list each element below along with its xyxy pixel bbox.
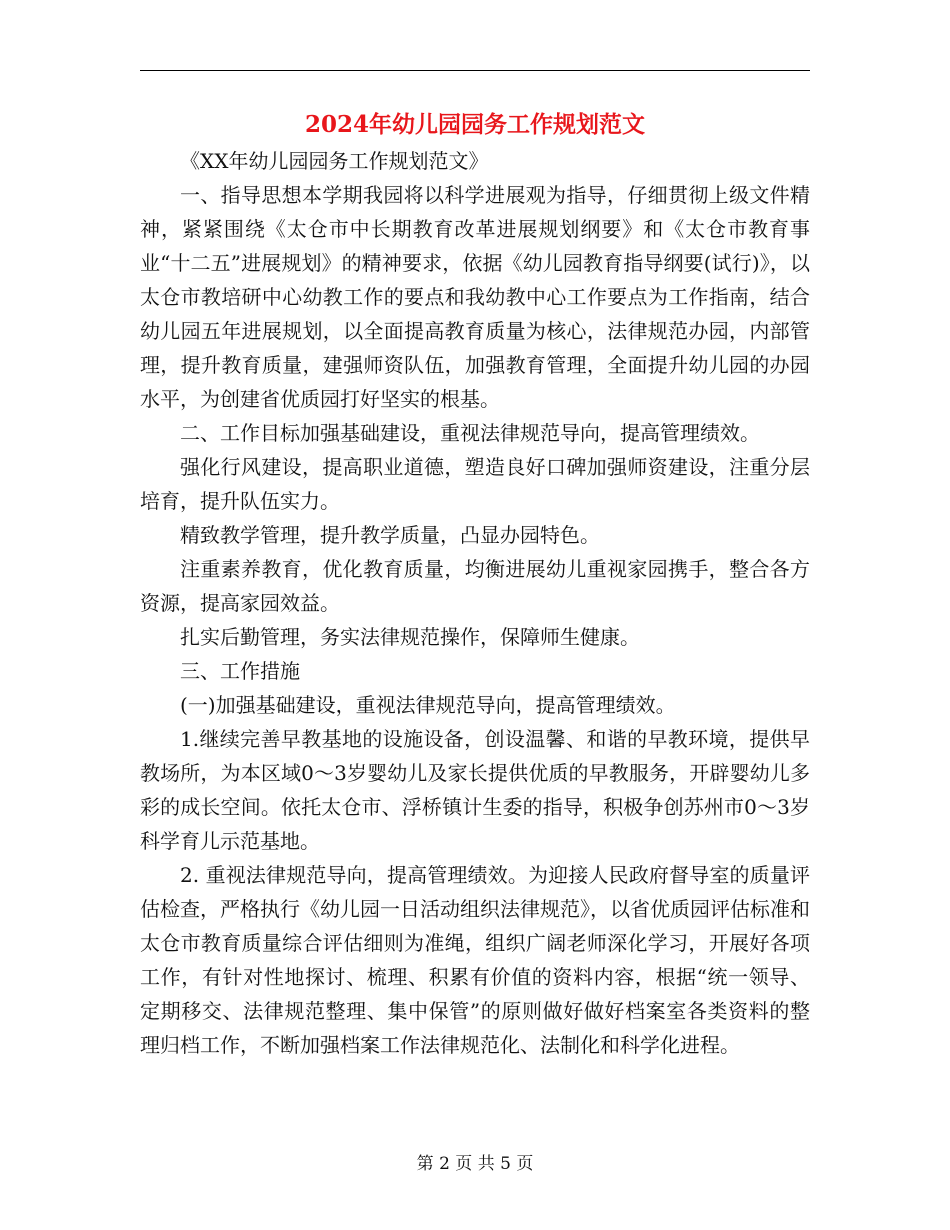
paragraph-work-measures: 三、工作措施	[180, 659, 300, 683]
paragraph-work-goals: 二、工作目标加强基础建设，重视法律规范导向，提高管理绩效。	[180, 421, 760, 445]
paragraph-item-1: 1.继续完善早教基地的设施设备，创设温馨、和谐的早教环境，提供早教场所，为本区域0～3岁婴幼儿及家长提供优质的早教服务，开辟婴幼儿多彩的成长空间。依托太仓市、浮桥镇计生委的指导，积极争创苏州市0～3岁科学育儿示范基地。	[140, 727, 810, 853]
paragraph-goal-ethics: 强化行风建设，提高职业道德，塑造良好口碑加强师资建设，注重分层培育，提升队伍实力。	[140, 455, 810, 513]
paragraph-item-2: 2. 重视法律规范导向，提高管理绩效。为迎接人民政府督导室的质量评估检查，严格执行《幼儿园一日活动组织法律规范》，以省优质园评估标准和太仓市教育质量综合评估细则为准绳，组织广阔老师深化学习，开展好各项工作，有针对性地探讨、梳理、积累有价值的资料内容，根据“统一领导、定期移交、法律规范整理、集中保管”的原则做好做好档案室各类资料的整理归档工作，不断加强档案工作法律规范化、法制化和科学化进程。	[140, 863, 810, 1057]
document-body	[140, 144, 810, 1062]
document-title: 2024年幼儿园园务工作规划范文	[304, 111, 645, 138]
paragraph-goal-quality: 注重素养教育，优化教育质量，均衡进展幼儿重视家园携手，整合各方资源，提高家园效益。	[140, 557, 810, 615]
page-number-footer: 第 2 页 共 5 页	[416, 1154, 534, 1174]
paragraph-guiding-ideology: 一、指导思想本学期我园将以科学进展观为指导，仔细贯彻上级文件精神，紧紧围绕《太仓市中长期教育改革进展规划纲要》和《太仓市教育事业“十二五”进展规划》的精神要求，依据《幼儿园教育指导纲要(试行)》，以太仓市教培研中心幼教工作的要点和我幼教中心工作要点为工作指南，结合幼儿园五年进展规划，以全面提高教育质量为核心，法律规范办园，内部管理，提升教育质量，建强师资队伍，加强教育管理，全面提升幼儿园的办园水平，为创建省优质园打好坚实的根基。	[140, 183, 810, 411]
paragraph-subtitle: 《XX年幼儿园园务工作规划范文》	[180, 149, 489, 173]
paragraph-measure-one: (一)加强基础建设，重视法律规范导向，提高管理绩效。	[180, 693, 676, 717]
paragraph-goal-teaching: 精致教学管理，提升教学质量，凸显办园特色。	[180, 523, 600, 547]
paragraph-goal-logistics: 扎实后勤管理，务实法律规范操作，保障师生健康。	[180, 625, 640, 649]
header-rule	[140, 70, 810, 71]
